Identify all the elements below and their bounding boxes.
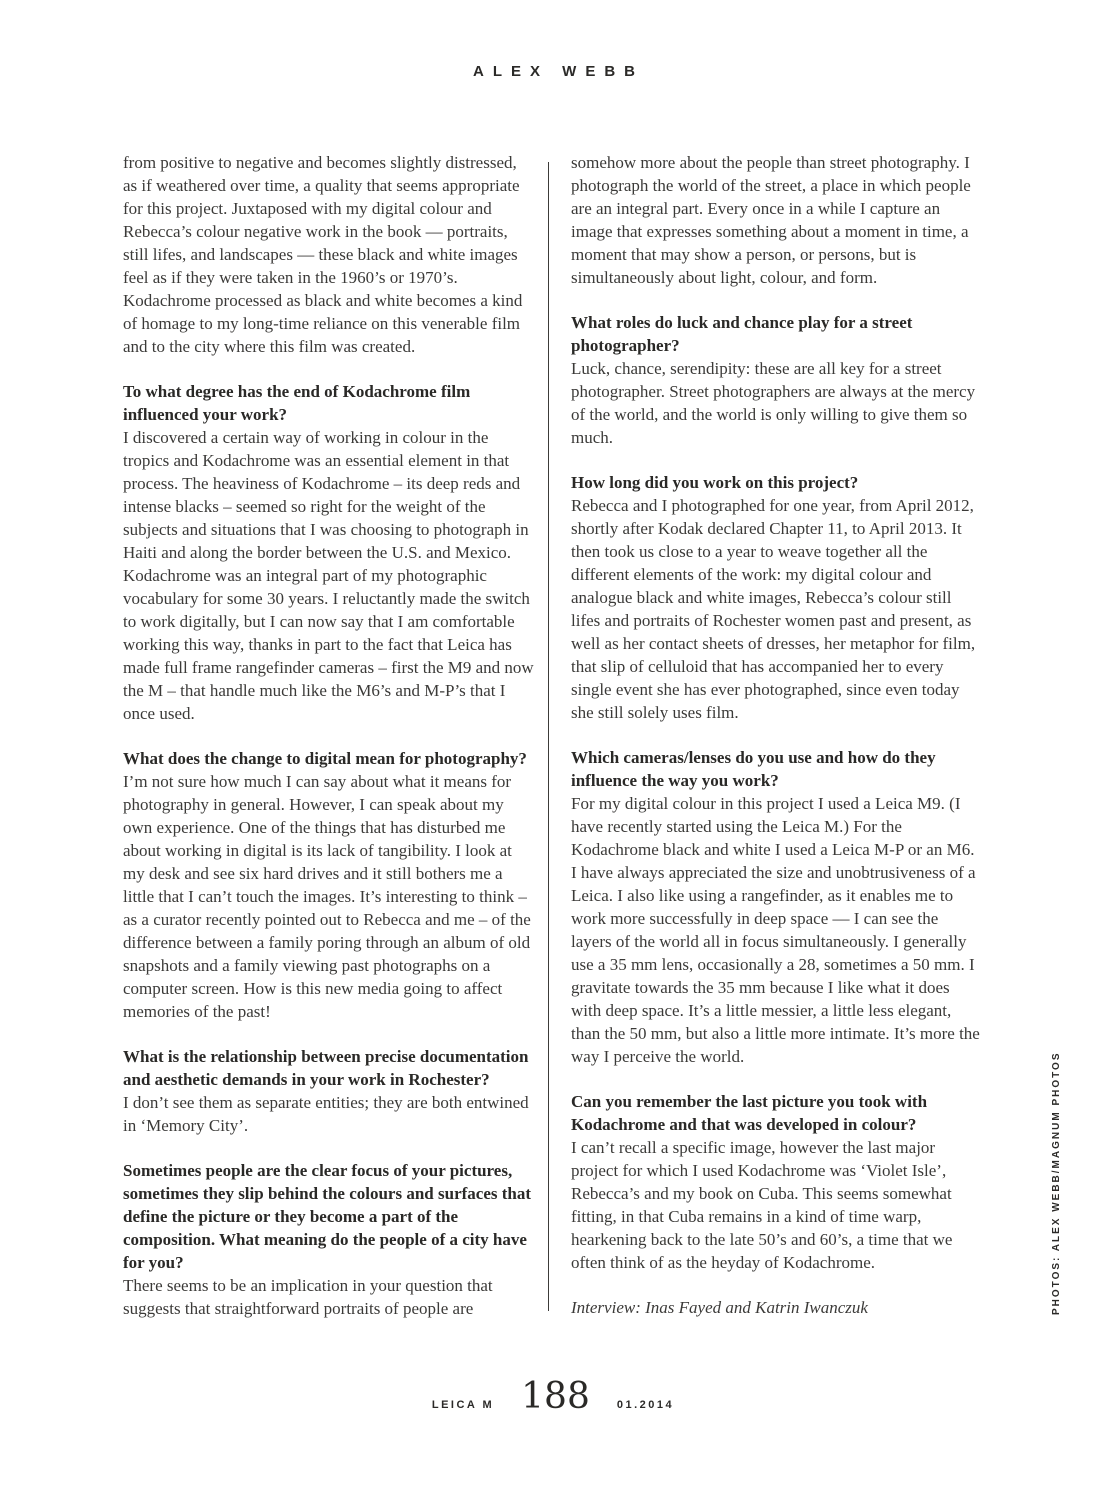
answer-paragraph: There seems to be an implication in your question that suggests that straightforward portraits of people are <box>123 1276 493 1318</box>
interview-credit: Interview: Inas Fayed and Katrin Iwanczuk <box>571 1298 868 1317</box>
answer-paragraph: Luck, chance, serendipity: these are all key for a street photographer. Street photographers are always at the mercy of the world, and the world is only willing to give them so much. <box>571 359 976 447</box>
question-heading: What roles do luck and chance play for a street photographer? <box>571 313 913 355</box>
magazine-name: LEICA M <box>431 1399 495 1411</box>
qa-block <box>571 1090 983 1274</box>
page-header-title: ALEX WEBB <box>473 63 644 80</box>
question-heading: Which cameras/lenses do you use and how do they influence the way you work? <box>571 748 936 790</box>
question-heading: Sometimes people are the clear focus of your pictures, sometimes they slip behind the colours and surfaces that define the picture or they become a part of the composition. What meaning do the people of a city have for you? <box>123 1161 532 1272</box>
photo-credit-vertical: PHOTOS: ALEX WEBB/MAGNUM PHOTOS <box>1051 1051 1062 1315</box>
qa-block <box>571 311 983 449</box>
answer-paragraph: I’m not sure how much I can say about what it means for photography in general. However, I can speak about my own experience. One of the things that has disturbed me about working in digital is its lack of tangibility. I look at my desk and see six hard drives and it still bothers me a little that I can’t touch the images. It’s interesting to think – as a curator recently pointed out to Rebecca and me – of the difference between a family poring through an album of old snapshots and a family viewing past photographs on a computer screen. How is this new media going to affect memories of the past! <box>123 772 531 1021</box>
page-number: 188 <box>521 1376 590 1417</box>
question-heading: What is the relationship between precise documentation and aesthetic demands in your work in Rochester? <box>123 1047 529 1089</box>
page-footer <box>123 1376 983 1417</box>
answer-paragraph: I discovered a certain way of working in colour in the tropics and Kodachrome was an essential element in that process. The heaviness of Kodachrome – its deep reds and intense blacks – seemed so right for the weight of the subjects and situations that I was choosing to photograph in Haiti and along the border between the U.S. and Mexico. Kodachrome was an integral part of my photographic vocabulary for some 30 years. I reluctantly made the switch to work digitally, but I can now say that I am comfortable working this way, thanks in part to the fact that Leica has made full frame rangefinder cameras – first the M9 and now the M – that handle much like the M6’s and M-P’s that I once used. <box>123 428 534 723</box>
answer-paragraph: For my digital colour in this project I used a Leica M9. (I have recently started using the Leica M.) For the Kodachrome black and white I used a Leica M-P or an M6. I have always appreciated the size and unobtrusiveness of a Leica. I also like using a rangefinder, as it enables me to work more successfully in deep space — I can see the layers of the world all in focus simultaneously. I generally use a 35 mm lens, occasionally a 28, sometimes a 50 mm. I gravitate towards the 35 mm because I like what it does with deep space. It’s a little messier, a little less elegant, than the 50 mm, but also a little more intimate. It’s more the way I perceive the world. <box>571 794 980 1066</box>
qa-block <box>123 747 535 1023</box>
question-heading: How long did you work on this project? <box>571 473 859 492</box>
column-right <box>571 151 983 1336</box>
article-columns <box>123 151 983 1336</box>
qa-block <box>571 746 983 1068</box>
column-left <box>123 151 535 1320</box>
qa-block <box>123 1159 535 1320</box>
question-heading: What does the change to digital mean for photography? <box>123 749 527 768</box>
question-heading: Can you remember the last picture you took with Kodachrome and that was developed in colour? <box>571 1092 928 1134</box>
qa-block <box>571 471 983 724</box>
answer-paragraph: I can’t recall a specific image, however the last major project for which I used Kodachrome was ‘Violet Isle’, Rebecca’s and my book on Cuba. This seems somewhat fitting, in that Cuba remains in a kind of time warp, hearkening back to the late 50’s and 60’s, a time that we often think of as the heyday of Kodachrome. <box>571 1138 953 1272</box>
qa-block <box>123 1045 535 1137</box>
question-heading: To what degree has the end of Kodachrome film influenced your work? <box>123 382 471 424</box>
body-paragraph: somehow more about the people than street photography. I photograph the world of the street, a place in which people are an integral part. Every once in a while I capture an image that expresses something about a moment in time, a moment that may show a person, or persons, but is simultaneously about light, colour, and form. <box>571 153 971 287</box>
answer-paragraph: Rebecca and I photographed for one year, from April 2012, shortly after Kodak declared Chapter 11, to April 2013. It then took us close to a year to weave together all the different elements of the work: my digital colour and analogue black and white images, Rebecca’s colour still lifes and portraits of Rochester women past and present, as well as her contact sheets of dresses, her metaphor for film, that slip of celluloid that has accompanied her to every single event she has ever photographed, since even today she still solely uses film. <box>571 496 976 722</box>
issue-date: 01.2014 <box>616 1399 675 1411</box>
body-paragraph: from positive to negative and becomes slightly distressed, as if weathered over time, a quality that seems appropriate for this project. Juxtaposed with my digital colour and Rebecca’s colour negative work in the book — portraits, still lifes, and landscapes — these black and white images feel as if they were taken in the 1960’s or 1970’s. Kodachrome processed as black and white becomes a kind of homage to my long-time reliance on this venerable film and to the city where this film was created. <box>123 153 523 356</box>
qa-block <box>123 380 535 725</box>
column-divider-rule <box>548 162 549 1311</box>
answer-paragraph: I don’t see them as separate entities; they are both entwined in ‘Memory City’. <box>123 1093 529 1135</box>
